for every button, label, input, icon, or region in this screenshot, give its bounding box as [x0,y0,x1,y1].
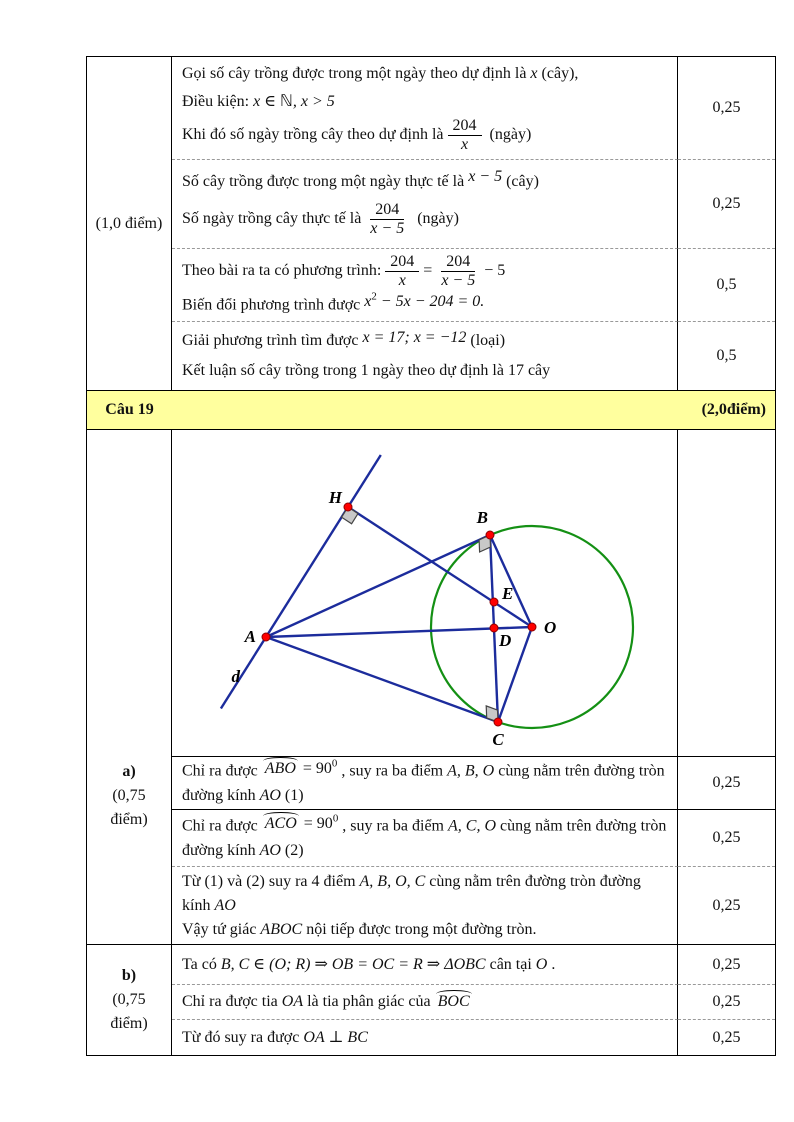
part-b-points-2: điểm) [110,1015,148,1032]
part-b-label-cell [87,945,172,1055]
point-C [494,718,502,726]
part-b-letter: b) [121,967,137,984]
widehat-ABO: ABO [262,760,299,777]
segment-AC [266,637,498,722]
score: 0,25 [712,774,741,791]
b3-text: Từ đó suy ra được OA ⊥ BC [182,1028,368,1046]
score: 0,25 [712,896,741,914]
cau18-row3-content [172,249,678,322]
label-H: H [328,488,342,507]
point-A [262,633,270,641]
point-B [486,531,494,539]
fraction-204-x-minus-5: $\frac{204}{x - 5}$ [370,201,405,238]
geometry-figure-cell [172,430,678,757]
b1-score-cell [678,945,775,985]
label-A: A [244,627,256,646]
angle-equation: ACO = $90^0$ [262,815,338,832]
a1-text: Chỉ ra được ABO = $90^0$ , suy ra ba điểm A, B, O cùng nằm trên đường tròn đường kính AO (1) [182,757,665,804]
cau18-row4-content [172,322,678,390]
widehat-ACO: ACO [262,815,300,832]
r2-line2: Số ngày trồng cây thực tế là $\frac{204}{x - 5}$ (ngày) [182,201,459,238]
r3-score-cell [678,249,775,322]
cau19-title: Câu 19 [105,401,154,418]
label-C: C [492,730,504,749]
label-O: O [544,618,557,637]
r1-line3: Khi đó số ngày trồng cây theo dự định là $\frac{204}{x}$ (ngày) [182,116,532,153]
fraction-204-x: $\frac{204}{x}$ [448,117,482,154]
point-O [528,623,536,631]
score: 0,25 [712,1028,741,1046]
segment-AB [266,535,490,637]
b2-text: Chỉ ra được tia OA là tia phân giác của BOC [182,990,667,1014]
point-E [490,598,498,606]
a3-paragraph-2: Vậy tứ giác ABOC nội tiếp được trong một đường tròn. [182,920,537,938]
cau19-total-score: (2,0điểm) [701,401,766,418]
r3-line2: Biến đổi phương trình được $x^2 - 5x - 204 = 0$. [182,290,485,314]
label-D: D [499,631,512,650]
answer-table [86,56,776,1056]
a2-score-cell [678,810,775,867]
b3-score-cell [678,1020,775,1055]
angle-equation: ABO = $90^0$ [262,760,338,777]
r1-line1: Gọi số cây trồng được trong một ngày theo dự định là x (cây), [182,65,579,83]
score: 0,25 [712,195,741,212]
score: 0,25 [712,993,741,1010]
b3-content [172,1020,678,1055]
part-a-points-1: (0,75 [112,787,146,804]
a1-score-cell [678,757,775,810]
a2-content [172,810,678,867]
part-b-points-1: (0,75 [112,991,146,1008]
r4-line1: Giải phương trình tìm được x = 17; x = −12 (loại) [182,329,506,350]
a3-content [172,867,678,945]
point-D [490,624,498,632]
part-a-label-cell [87,430,172,945]
part-a-points-2: điểm) [110,811,148,828]
figure-score-cell [678,430,775,757]
cau18-row2-content [172,160,678,249]
point-H [344,503,352,511]
math-condition: x ∈ ℕ, x > 5 [253,92,335,110]
math-perpendicular: OA ⊥ BC [303,1028,368,1046]
score: 0,25 [712,955,741,973]
label-d: d [231,667,240,686]
score: 0,25 [712,829,741,846]
math-x: x [530,65,538,83]
score: 0,25 [712,99,741,116]
b1-content [172,945,678,985]
r2-line1: Số cây trồng được trong một ngày thực tế là x − 5 (cây) [182,167,539,190]
score: 0,5 [716,276,737,293]
math-quadratic: $x^2 - 5x - 204 = 0$. [364,290,485,311]
cau18-row1-content [172,57,678,160]
label-B: B [476,508,488,527]
math-isosceles: B, C ∈ (O; R) ⇒ OB = OC = R ⇒ ΔOBC [220,955,486,973]
b2-content [172,985,678,1020]
cau18-label-cell [87,57,172,390]
b1-text: Ta có B, C ∈ (O; R) ⇒ OB = OC = R ⇒ ΔOBC cân tại O . [182,955,556,973]
cau18-points-label: (1,0 điểm) [95,214,163,232]
part-a-letter: a) [122,763,136,780]
label-E: E [502,584,514,603]
geometry-figure [172,430,678,757]
r3-line1: Theo bài ra ta có phương trình: $\frac{204}{x}$ = $\frac{204}{x - 5}$ − 5 [182,252,506,289]
b2-score-cell [678,985,775,1020]
widehat-BOC: BOC [435,993,473,1010]
fraction-204-x: $\frac{204}{x}$ [385,253,419,290]
fraction-204-x-minus-5: $\frac{204}{x - 5}$ [441,252,476,289]
cau19-header-row [87,390,775,430]
r4-line2: Kết luận số cây trồng trong 1 ngày theo dự định là 17 cây [182,361,551,379]
score: 0,5 [716,347,737,364]
r2-score-cell [678,160,775,249]
math-x-minus-5: x − 5 [468,167,503,185]
a2-text: Chỉ ra được ACO = $90^0$ , suy ra ba điểm A, C, O cùng nằm trên đường tròn đường kính AO (2) [182,812,667,859]
r4-score-cell [678,322,775,390]
a1-content [172,757,678,810]
a3-score-cell [678,867,775,945]
r1-score-cell [678,57,775,160]
math-roots: x = 17; x = −12 [362,329,467,347]
a3-paragraph-1: Từ (1) và (2) suy ra 4 điểm A, B, O, C cùng nằm trên đường tròn đường kính AO [182,872,641,914]
r1-line2: Điều kiện: x ∈ ℕ, x > 5 [182,92,335,110]
